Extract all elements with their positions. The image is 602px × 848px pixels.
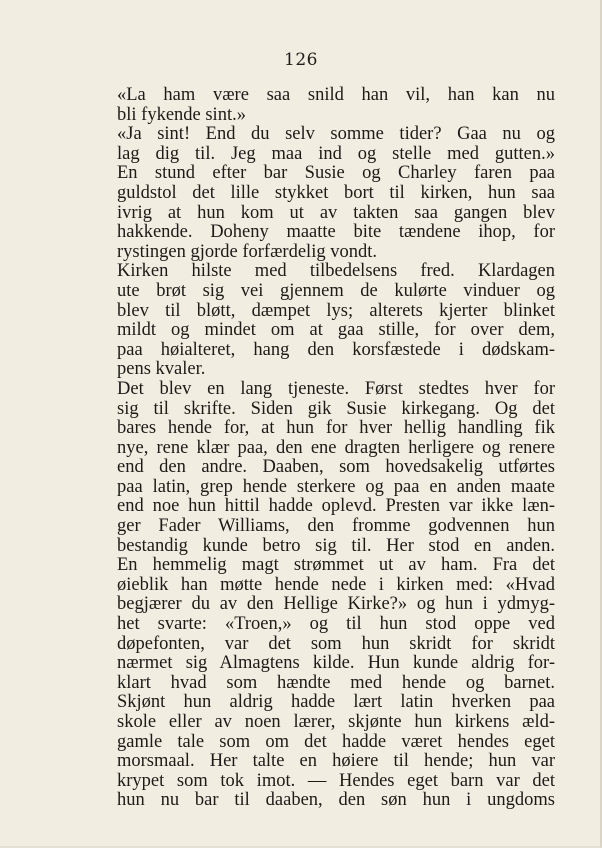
text-line: end den andre. Daaben, som hovedsakelig utførtes — [117, 457, 555, 478]
text-line: bares hende for, at hun for hver hellig handling fik — [117, 418, 555, 439]
text-line: døpefonten, var det som hun skridt for skridt — [117, 633, 555, 654]
text-line: mildt og mindet om at gaa stille, for over dem, — [117, 320, 555, 341]
text-line: «Ja sint! End du selv somme tider? Gaa nu og — [117, 124, 555, 145]
text-line: hakkende. Doheny maatte bite tændene ihop, for — [117, 222, 555, 243]
text-line: nærmet sig Almagtens kilde. Hun kunde aldrig for- — [117, 653, 555, 674]
text-line: bestandig kunde betro sig til. Her stod en anden. — [117, 535, 555, 556]
text-line: klart hvad som hændte med hende og barnet. — [117, 672, 555, 693]
text-line: En stund efter bar Susie og Charley faren paa — [117, 163, 555, 184]
text-line: En hemmelig magt strømmet ut av ham. Fra det — [117, 555, 555, 576]
text-line: begjærer du av den Hellige Kirke?» og hun i ydmyg- — [117, 594, 555, 615]
text-line: paa høialteret, hang den korsfæstede i dødskam- — [117, 339, 555, 360]
text-line: ger Fader Williams, den fromme godvennen hun — [117, 516, 555, 537]
text-line: paa latin, grep hende sterkere og paa en anden maate — [117, 476, 555, 497]
text-line: rystingen gjorde forfærdelig vondt. — [117, 241, 377, 262]
text-line: blev til bløtt, dæmpet lys; alterets kjerter blinket — [117, 300, 555, 321]
text-line: «La ham være saa snild han vil, han kan nu — [117, 85, 555, 105]
text-line: sig til skrifte. Siden gik Susie kirkegang. Og det — [117, 398, 555, 419]
text-line: het svarte: «Troen,» og til hun stod oppe ved — [117, 614, 555, 635]
text-line: Skjønt hun aldrig hadde lært latin hverken paa — [117, 692, 555, 713]
text-line: skole eller av noen lærer, skjønte hun kirkens æld- — [117, 712, 555, 732]
text-line: øieblik han møtte hende nede i kirken med: «Hvad — [117, 574, 555, 595]
text-line: guldstol det lille stykket bort til kirken, hun saa — [117, 182, 555, 203]
text-line: krypet som tok imot. — Hendes eget barn var det — [117, 770, 555, 791]
text-line: end noe hun hittil hadde oplevd. Presten var ikke læn- — [117, 496, 555, 517]
body-text — [117, 86, 555, 811]
text-line: morsmaal. Her talte en høiere til hende; hun var — [117, 751, 555, 772]
text-line: hun nu bar til daaben, den søn hun i ungdoms — [117, 790, 555, 811]
text-line: Kirken hilste med tilbedelsens fred. Klardagen — [117, 261, 555, 282]
text-line: pens kvaler. — [117, 359, 206, 380]
text-line: ivrig at hun kom ut av takten saa gangen blev — [117, 202, 555, 223]
page-number: 126 — [284, 50, 318, 70]
text-line: ute brøt sig vei gjennem de kulørte vinduer og — [117, 280, 555, 301]
text-line: lag dig til. Jeg maa ind og stelle med gutten.» — [117, 143, 555, 164]
text-line: Det blev en lang tjeneste. Først stedtes hver for — [117, 378, 555, 399]
text-line: nye, rene klær paa, den ene dragten herligere og renere — [117, 437, 555, 458]
text-line: bli fykende sint.» — [117, 104, 246, 125]
text-line: gamle tale som om det hadde været hendes eget — [117, 731, 555, 752]
